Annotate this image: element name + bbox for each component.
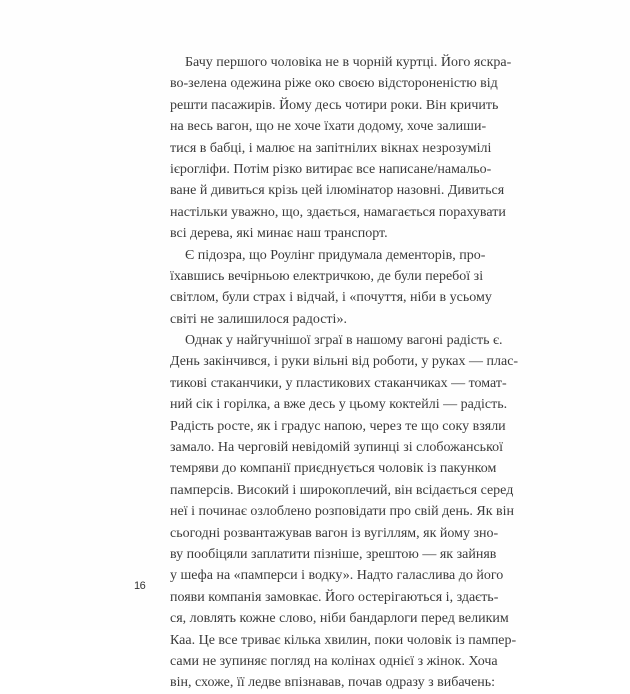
text-line: Бачу першого чоловіка не в чорній куртці. Його яскра-	[185, 55, 512, 70]
text-line: сьогодні розвантажував вагон із вугіллям, як йому зно-	[170, 525, 499, 541]
text-line: він, схоже, її ледве впізнавав, почав одразу з вибачень:	[170, 675, 496, 691]
text-line: замало. На черговій невідомій зупинці зі слобожанської	[170, 440, 504, 456]
text-line: темряви до компанії приєднується чоловік із пакунком	[170, 461, 497, 477]
text-line: Радість росте, як і градус напою, через те що соку взяли	[170, 418, 506, 434]
text-line: світлом, були страх і відчай, і «почуття, ніби в усьому	[170, 290, 492, 306]
text-line: ване й дивиться крізь цей ілюмінатор назовні. Дивиться	[170, 183, 505, 199]
text-line: ний сік і горілка, а вже десь у цьому коктейлі — радість.	[170, 397, 508, 413]
text-line: появи компанія замовкає. Його остерігаються і, здаєть-	[170, 589, 499, 605]
text-line: Є підозра, що Роулінг придумала дементорів, про-	[185, 247, 486, 263]
text-line: памперсів. Високий і широкоплечий, він всідається серед	[170, 482, 514, 498]
text-line: тикові стаканчики, у пластикових стаканчиках — томат-	[170, 375, 507, 391]
text-line: на весь вагон, що не хоче їхати додому, хоче залиши-	[170, 119, 487, 135]
page-number: 16	[134, 580, 146, 592]
text-line: Однак у найгучнішої зграї в нашому вагоні радість є.	[185, 333, 503, 349]
text-line: їхавшись вечірньою електричкою, де були перебої зі	[170, 268, 484, 284]
text-line: тися в бабці, і малює на запітнілих вікнах незрозумілі	[170, 140, 492, 156]
body-text	[170, 52, 519, 694]
text-line: День закінчився, і руки вільні від роботи, у руках — плас-	[170, 354, 519, 370]
text-line: ву пообіцяли заплатити пізніше, зрештою — як зайняв	[170, 546, 497, 562]
text-line: ся, ловлять кожне слово, ніби бандарлоги перед великим	[170, 611, 509, 627]
text-line: во-зелена одежина ріже око своєю відстороненістю від	[170, 76, 498, 92]
text-line: сами не зупиняє погляд на колінах однієї з жінок. Хоча	[170, 653, 498, 669]
text-line: світі не залишилося радості».	[170, 311, 347, 327]
text-line: у шефа на «памперси і водку». Надто галаслива до його	[170, 568, 504, 584]
text-line: настільки уважно, що, здається, намагається порахувати	[170, 204, 506, 220]
text-line: Каа. Це все триває кілька хвилин, поки чоловік із пампер-	[170, 632, 517, 648]
text-line: всі дерева, які минає наш транспорт.	[170, 226, 388, 242]
text-line: решти пасажирів. Йому десь чотири роки. Він кричить	[170, 97, 499, 113]
text-line: ієрогліфи. Потім різко витирає все написане/намальо-	[170, 161, 492, 177]
text-line: неї і починає озлоблено розповідати про свій день. Як він	[170, 504, 514, 520]
